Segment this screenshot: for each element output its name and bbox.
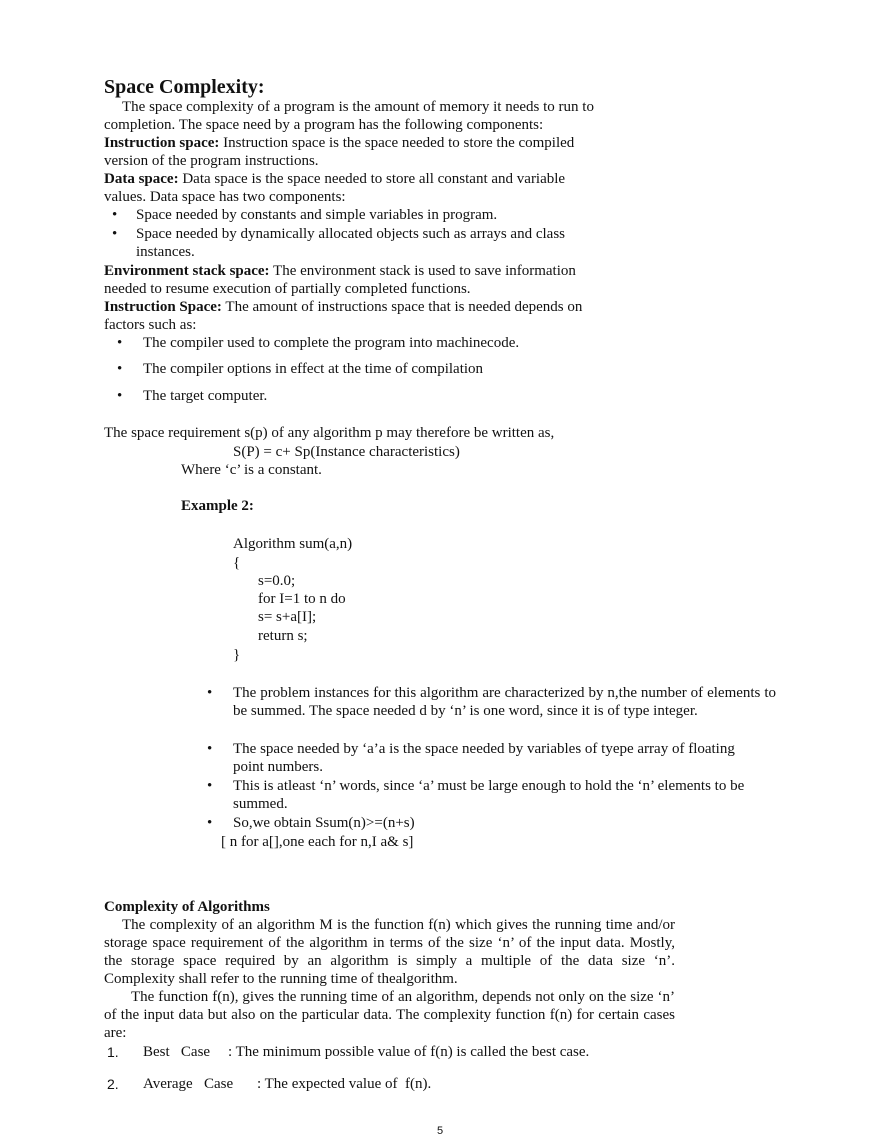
case-name: Best Case (143, 1044, 211, 1060)
definition-text: values. Data space has two components: (104, 189, 346, 205)
bullet-icon: • (207, 741, 213, 757)
page-number: 5 (437, 1125, 444, 1137)
list-item: This is atleast ‘n’ words, since ‘a’ must be large enough to hold the ‘n’ elements to be summed. (233, 778, 745, 812)
term-label: Data space: (104, 171, 179, 187)
bullet-icon: • (117, 335, 123, 351)
example-heading: Example 2: (181, 498, 254, 514)
formula-note: Where ‘c’ is a constant. (181, 462, 322, 478)
bullet-icon: • (117, 388, 123, 404)
paragraph: The function f(n), gives the running time of an algorithm, depends not only on the size ‘n’ of the input data but also on the particular data. The complexity function f(n) for certain cases are: (104, 989, 675, 1041)
case-description: : The minimum possible value of f(n) is called the best case. (228, 1044, 590, 1060)
code-line: s= s+a[I]; (258, 609, 317, 625)
list-item: The compiler used to complete the program into machinecode. (143, 335, 520, 351)
list-item: The target computer. (143, 388, 268, 404)
case-description: : The expected value of f(n). (257, 1076, 432, 1092)
requirement-line: The space requirement s(p) of any algorithm p may therefore be written as, (104, 425, 555, 441)
bracket-note: [ n for a[],one each for n,I a& s] (221, 834, 414, 850)
bullet-icon: • (207, 778, 213, 794)
bullet-icon: • (207, 685, 213, 701)
list-item: The space needed by ‘a’a is the space needed by variables of tyepe array of floating point numbers. (233, 741, 735, 775)
definition-text: Instruction space is the space needed to store the compiled (219, 135, 575, 151)
list-item-continued: instances. (136, 244, 195, 260)
list-item: So,we obtain Ssum(n)>=(n+s) (233, 815, 415, 831)
instruction-space-para-2 (104, 298, 582, 316)
list-item: Space needed by constants and simple variables in program. (136, 207, 498, 223)
formula: S(P) = c+ Sp(Instance characteristics) (233, 444, 460, 460)
intro-line: completion. The space need by a program has the following components: (104, 117, 544, 133)
intro-line: The space complexity of a program is the amount of memory it needs to run to (122, 99, 594, 115)
code-line: return s; (258, 628, 308, 644)
definition-text: The amount of instructions space that is needed depends on (221, 299, 583, 315)
list-item: The problem instances for this algorithm are characterized by n,the number of elements to be summed. The space needed d by ‘n’ is one word, since it is of type integer. (233, 685, 776, 719)
heading-space-complexity: Space Complexity: (104, 76, 265, 98)
bullet-icon: • (207, 815, 213, 831)
code-line: s=0.0; (258, 573, 296, 589)
term-label: Instruction space: (104, 135, 220, 151)
list-item: The compiler options in effect at the time of compilation (143, 361, 484, 377)
definition-text: The environment stack is used to save information (269, 263, 576, 279)
data-space-para (104, 170, 565, 188)
bullet-icon: • (117, 361, 123, 377)
code-line: } (233, 647, 241, 663)
term-label: Instruction Space: (104, 299, 222, 315)
code-line: for I=1 to n do (258, 591, 346, 607)
bullet-icon: • (112, 207, 118, 223)
term-label: Environment stack space: (104, 263, 270, 279)
code-line: { (233, 555, 241, 571)
paragraph: The complexity of an algorithm M is the function f(n) which gives the running time and/or storage space requirement of the algorithm in terms of the size ‘n’ of the input data. Mostly, the storage space required by an algorithm is simply a multiple of the data size ‘n’. Complexity shall refer to the running time of thealgorithm. (104, 917, 675, 987)
code-line: Algorithm sum(a,n) (233, 536, 353, 552)
definition-text: version of the program instructions. (104, 153, 319, 169)
instruction-space-para (104, 134, 574, 152)
list-item: Space needed by dynamically allocated objects such as arrays and class (136, 226, 566, 242)
environment-stack-para (104, 262, 576, 280)
case-number: 2. (107, 1076, 119, 1092)
definition-text: factors such as: (104, 317, 197, 333)
definition-text: needed to resume execution of partially completed functions. (104, 281, 471, 297)
bullet-icon: • (112, 226, 118, 242)
case-number: 1. (107, 1044, 119, 1060)
definition-text: Data space is the space needed to store all constant and variable (178, 171, 566, 187)
heading-complexity-of-algorithms: Complexity of Algorithms (104, 899, 270, 915)
case-name: Average Case (143, 1076, 234, 1092)
